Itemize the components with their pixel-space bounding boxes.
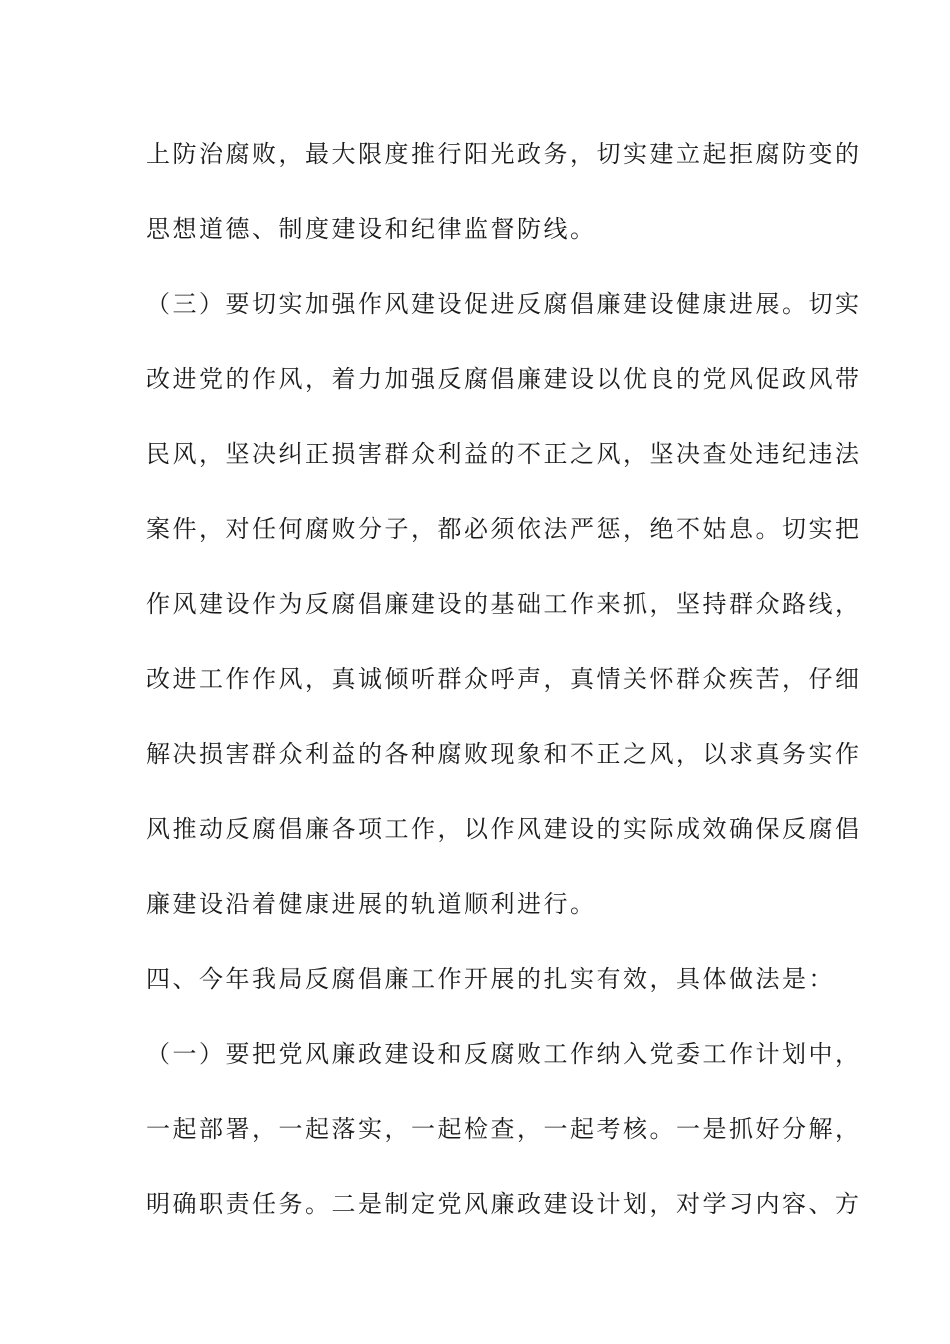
section-heading-4-1: （一）要把党风廉政建设和反腐败工作纳入党委工作计划中， — [146, 1040, 862, 1068]
text-line: 风推动反腐倡廉各项工作，以作风建设的实际成效确保反腐倡 — [146, 815, 862, 843]
section-heading-4: 四、今年我局反腐倡廉工作开展的扎实有效，具体做法是： — [146, 965, 835, 993]
text-line: 思想道德、制度建设和纪律监督防线。 — [146, 215, 597, 243]
text-line: 改进工作作风，真诚倾听群众呼声，真情关怀群众疾苦，仔细 — [146, 665, 862, 693]
text-line: 案件，对任何腐败分子，都必须依法严惩，绝不姑息。切实把 — [146, 515, 862, 543]
text-line: 一起部署，一起落实，一起检查，一起考核。一是抓好分解， — [146, 1115, 862, 1143]
text-line: 改进党的作风，着力加强反腐倡廉建设以优良的党风促政风带 — [146, 365, 862, 393]
text-line: 廉建设沿着健康进展的轨道顺利进行。 — [146, 890, 597, 918]
text-line: 解决损害群众利益的各种腐败现象和不正之风，以求真务实作 — [146, 740, 862, 768]
text-line: 民风，坚决纠正损害群众利益的不正之风，坚决查处违纪违法 — [146, 440, 862, 468]
text-line: 上防治腐败，最大限度推行阳光政务，切实建立起拒腐防变的 — [146, 140, 862, 168]
section-heading-3: （三）要切实加强作风建设促进反腐倡廉建设健康进展。切实 — [146, 290, 862, 318]
text-line: 明确职责任务。二是制定党风廉政建设计划，对学习内容、方 — [146, 1190, 862, 1218]
text-line: 作风建设作为反腐倡廉建设的基础工作来抓，坚持群众路线， — [146, 590, 862, 618]
